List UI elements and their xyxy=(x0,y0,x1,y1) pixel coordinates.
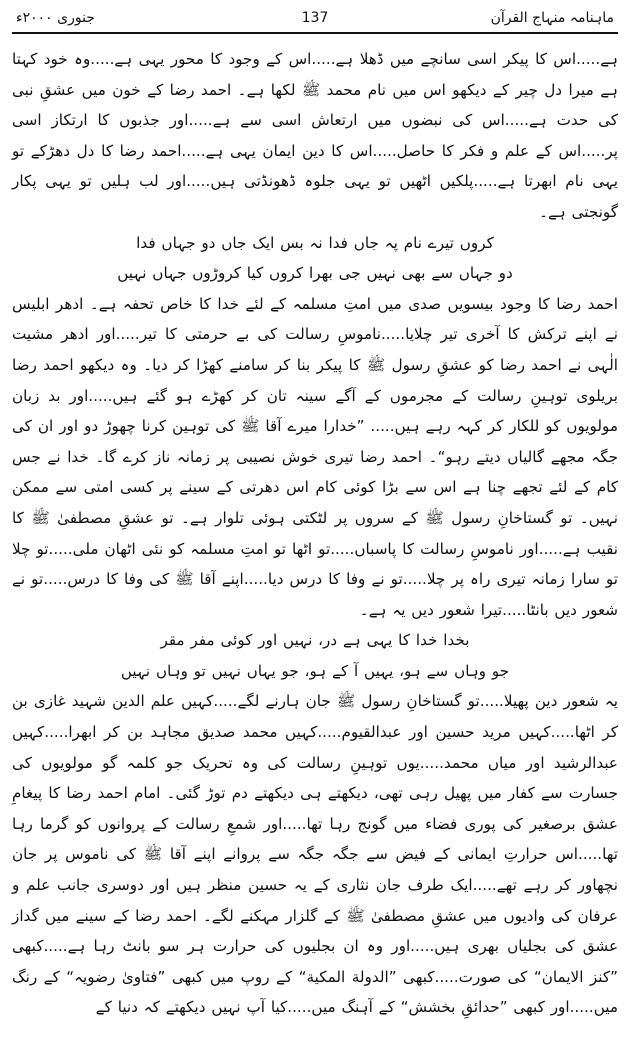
issue-date: جنوری ۲۰۰۰ء xyxy=(16,10,95,26)
magazine-title: ماہنامہ منہاج القرآن xyxy=(490,10,614,26)
paragraph-1: ہے.....اس کا پیکر اسی سانچے میں ڈھلا ہے.....اس کے وجود کا محور یہی ہے.....وہ خود کہتا ہے میرا دل چیر کے دیکھو اس میں نام محمد ﷺ لکھا ہے۔ احمد رضا کے خون میں عشقِ نبی کی حدت ہے.....اس کی نبضوں میں ارتعاش اسی سے ہے.....اور جذبوں کا ارتکاز اسی پر.....اس کے علم و فکر کا حاصل.....اس کا دین ایمان یہی ہے.....احمد رضا کا دل دھڑکے تو یہی نام ابھرتا ہے.....پلکیں اٹھیں تو یہی جلوہ ڈھونڈتی ہیں.....اور لب ہلیں تو یہی پکار گونجتی ہے۔ xyxy=(12,50,618,221)
verse-1-line-2: دو جہاں سے بھی نہیں جی بھرا کروں کیا کروڑوں جہاں نہیں xyxy=(117,264,513,283)
verse-2-line-2: جو وہاں سے ہو، یہیں آ کے ہو، جو یہاں نہیں تو وہاں نہیں xyxy=(120,661,510,680)
paragraph-2: احمد رضا کا وجود بیسویں صدی میں امتِ مسلمہ کے لئے خدا کا خاص تحفہ ہے۔ ادھر ابلیس نے اپنے ترکش کا آخری تیر چلایا.....ناموسِ رسالت کی بے حرمتی کا تیر.....اور ادھر مشیت الٰہی نے احمد رضا کو عشقِ رسول ﷺ کا پیکر بنا کر سامنے کھڑا کر دیا۔ وہ دیکھو احمد رضا بریلوی توہینِ رسالت کے مجرموں کے آگے سینہ تان کر کھڑے ہو گئے ہیں.....اور بد زبان مولویوں کو للکار کر کہہ رہے ہیں..... ”خدارا میرے آقا ﷺ کی توہین کرنا چھوڑ دو اور ان کی جگہ مجھے گالیاں دیتے رہو“۔ احمد رضا تیری خوش نصیبی پر زمانہ ناز کرے گا۔ خدا نے جس کام کے لئے تجھے چنا ہے اس سے بڑا کوئی کام اس دھرتی کے سینے پر کسی امتی سے ممکن نہیں۔ تو گستاخانِ رسول ﷺ کے سروں پر لٹکتی ہوئی تلوار ہے۔ تو عشقِ مصطفیٰ ﷺ کا نقیب ہے.....اور ناموسِ رسالت کا پاسباں.....تو اٹھا تو امتِ مسلمہ کو نئی اٹھان ملی.....تو چلا تو سارا زمانہ تیری راہ پر چلا.....تو نے وفا کا درس دیا.....اپنے آقا ﷺ کی وفا کا درس.....تو نے شعور دیں بانٹا.....تیرا شعور دیں یہ ہے۔ xyxy=(12,294,618,619)
verse-1-line-1: کروں تیرے نام پہ جاں فدا نہ بس ایک جاں دو جہاں فدا xyxy=(136,233,494,252)
page-header xyxy=(12,6,618,34)
verse-2-line-1: بخدا خدا کا یہی ہے در، نہیں اور کوئی مفر مقر xyxy=(160,631,470,650)
paragraph-3: یہ شعور دین پھیلا.....تو گستاخانِ رسول ﷺ جان ہارنے لگے.....کہیں علم الدین شہید غازی بن کر اٹھا.....کہیں مرید حسین اور عبدالقیوم.....کہیں محمد صدیق مجاہد بن کر ابھرا.....کہیں عبدالرشید اور میاں محمد.....یوں توہینِ رسالت کی وہ تحریک جو کلمہ گو مولویوں کی جسارت سے کفار میں پھیل رہی تھی، دیکھتے ہی دیکھتے دم توڑ گئی۔ امام احمد رضا کا پیغامِ عشق برصغیر کی پوری فضاء میں گونج رہا تھا.....اور شمعِ رسالت کے پروانوں کو گرما رہا تھا.....اس حرارتِ ایمانی کے فیض سے جگہ جگہ سے پروانے اپنے آقا ﷺ کی ناموس پر جان نچھاور کر رہے تھے.....ایک طرف جان نثاری کے یہ حسین منظر ہیں اور دوسری جانب علم و عرفان کی وادیوں میں عشقِ مصطفیٰ ﷺ کے گلزار مہکنے لگے۔ احمد رضا کے سینے میں گداز عشق کی بجلیاں بھری ہیں.....اور وہ ان بجلیوں کی حرارت ہر سو بانٹ رہا ہے.....کبھی ”کنز الایمان“ کی صورت.....کبھی ”الدولة المکیة“ کے روپ میں کبھی ”فتاویٰ رضویہ“ کے رنگ میں.....اور کبھی ”حدائقِ بخشش“ کے آہنگ میں.....کیا آپ نہیں دیکھتے کہ دنیا کے xyxy=(12,692,618,1017)
article-body xyxy=(12,44,618,1023)
page-number: 137 xyxy=(301,10,329,26)
